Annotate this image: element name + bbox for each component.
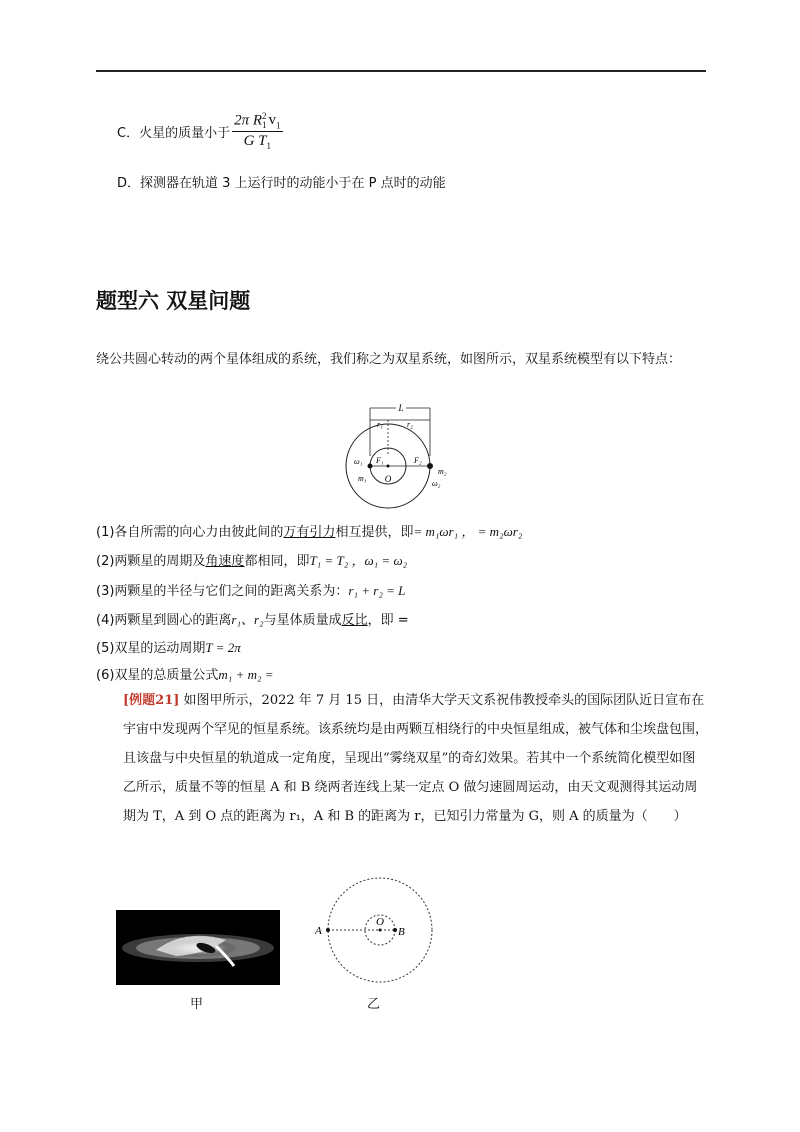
- fraction-denominator: [244, 132, 271, 151]
- numerator-v-sub: 1: [276, 120, 281, 131]
- label-omega2: ω₂: [432, 479, 441, 488]
- point-4-text-b: 与星体质量成: [263, 613, 342, 628]
- label-r2: r₂: [407, 420, 413, 429]
- center-O: [387, 465, 390, 468]
- binary-star-diagram: [340, 398, 460, 510]
- numerator-v: v: [268, 112, 277, 129]
- point-6: [96, 664, 274, 683]
- numerator-text: 2π R: [234, 112, 263, 129]
- label-r1: r₁: [377, 420, 383, 429]
- label-m1: m₁: [358, 474, 367, 483]
- option-d: D．探测器在轨道 3 上运行时的动能小于在 P 点时的动能: [117, 176, 446, 191]
- label-A: A: [315, 925, 322, 937]
- point-2-text-b: 都相同，即: [244, 554, 310, 569]
- header-rule: [96, 70, 706, 72]
- point-1-text-b: 相互提供，即: [335, 525, 414, 540]
- label-omega1: ω₁: [354, 457, 363, 466]
- denominator-text: G T: [243, 133, 267, 150]
- section-title: 题型六 双星问题: [96, 289, 251, 313]
- point-4-underlined: 反比: [341, 613, 368, 628]
- denominator-sub: 1: [266, 141, 272, 152]
- point-3: [96, 580, 405, 599]
- star-B: [393, 928, 397, 932]
- point-3-text-a: (3)两颗星的半径与它们之间的距离关系为：: [96, 584, 349, 599]
- point-2: [96, 550, 407, 569]
- caption-yi: 乙: [367, 997, 381, 1012]
- point-4-text-a: (4)两颗星到圆心的距离: [96, 613, 232, 628]
- point-5: [96, 637, 241, 656]
- point-5-formula: T = 2π: [205, 640, 241, 655]
- orbit-diagram-yi: [310, 876, 440, 988]
- point-1-underlined: 万有引力: [283, 525, 336, 540]
- option-c-fraction: [232, 112, 282, 151]
- point-4-formula: r₁、r₂: [231, 612, 264, 627]
- label-B: B: [398, 926, 405, 938]
- star-m1: [368, 464, 373, 469]
- numerator-sup: 2: [262, 111, 267, 121]
- point-O: [379, 929, 382, 932]
- label-O-yi: O: [376, 916, 384, 928]
- label-O: O: [384, 474, 392, 484]
- intro-paragraph: 绕公共圆心转动的两个星体组成的系统，我们称之为双星系统，如图所示，双星系统模型有以下特点：: [96, 352, 682, 367]
- label-L: L: [398, 403, 404, 413]
- star-m2: [427, 463, 433, 469]
- point-1-text-a: (1)各自所需的向心力由彼此间的: [96, 525, 284, 540]
- point-3-formula: r₁ + r₂ = L: [348, 583, 406, 598]
- point-6-text-a: (6)双星的总质量公式: [96, 668, 219, 683]
- disk-image: [116, 910, 280, 985]
- point-2-underlined: 角速度: [205, 554, 245, 569]
- star-A: [326, 928, 330, 932]
- example-21: [123, 686, 708, 831]
- point-6-formula: m₁ + m₂ =: [218, 667, 274, 682]
- point-2-text-a: (2)两颗星的周期及: [96, 554, 206, 569]
- point-1-formula: = m₁ωr₁ ， = m₂ωr₂: [413, 524, 523, 539]
- point-5-text-a: (5)双星的运动周期: [96, 641, 206, 656]
- fraction-numerator: [232, 112, 282, 132]
- point-4: [96, 609, 409, 628]
- point-4-text-c: ，即 =: [367, 613, 409, 628]
- option-c: [117, 112, 283, 151]
- option-c-prefix: C．火星的质量小于: [117, 126, 231, 142]
- example-label: [例题21]: [123, 693, 180, 708]
- label-m2: m₂: [438, 467, 447, 476]
- point-2-formula: T₁ = T₂ ，ω₁ = ω₂: [309, 553, 408, 568]
- photo-jia: [116, 910, 280, 985]
- label-F1: F₁: [376, 456, 384, 465]
- point-1: [96, 521, 522, 540]
- numerator-sub: 1: [262, 120, 267, 130]
- label-F2: F₂: [414, 456, 422, 465]
- example-text: 如图甲所示，2022 年 7 月 15 日，由清华大学天文系祝伟教授牵头的国际团队近日宣布在宇宙中发现两个罕见的恒星系统。该系统均是由两颗互相绕行的中央恒星组成，被气体和尘埃盘包围，且该盘与中央恒星的轨道成一定角度，呈现出“雾绕双星”的奇幻效果。若其中一个系统简化模型如图乙所示，质量不等的恒星 A 和 B 绕两者连线上某一定点 O 做匀速圆周运动，由天文观测得其运动周期为 T，A 到 O 点的距离为 r₁，A 和 B 的距离为 r，已知引力常量为 G，则 A 的质量为（ ）: [123, 693, 709, 824]
- caption-jia: 甲: [190, 997, 204, 1012]
